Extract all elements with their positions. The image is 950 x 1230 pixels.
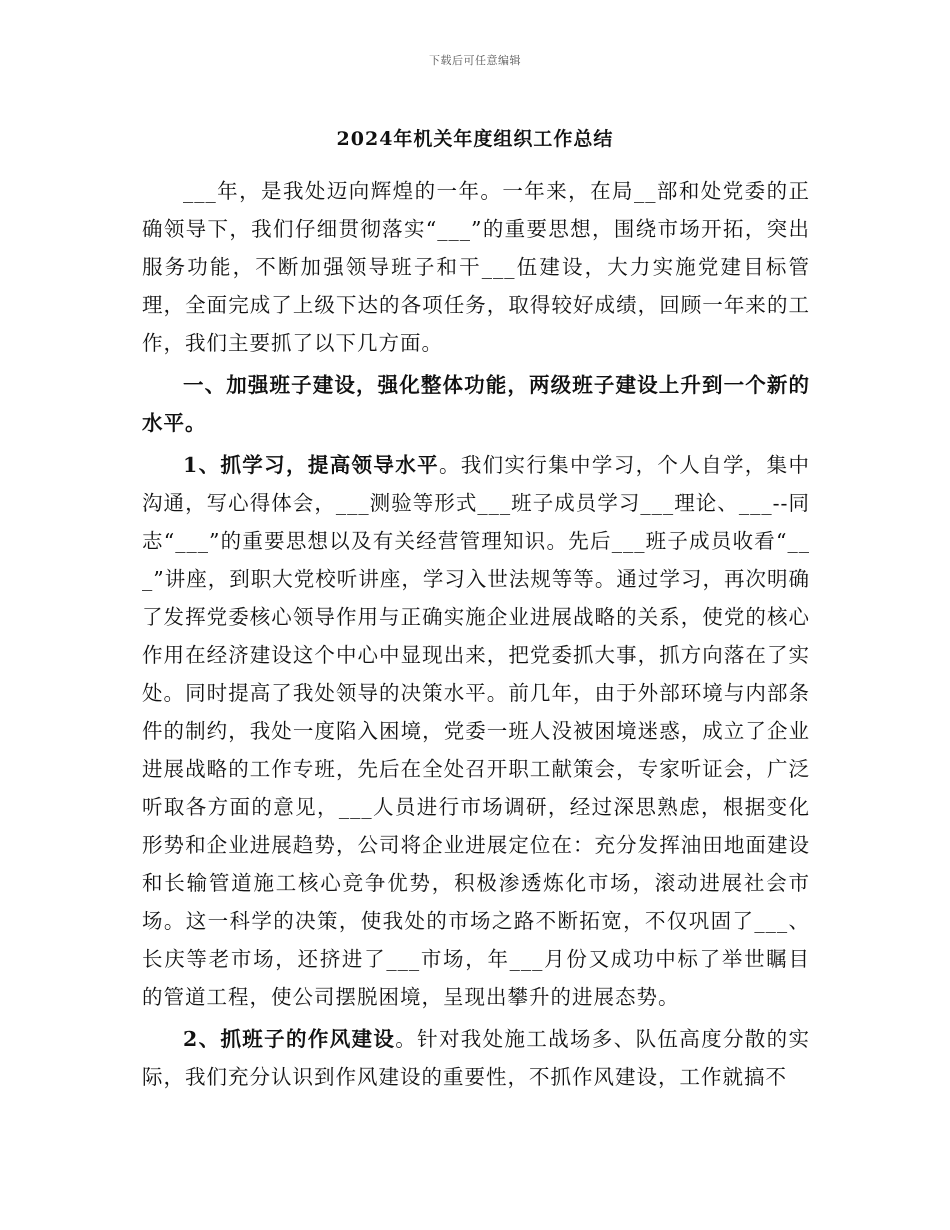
document-title: 2024年机关年度组织工作总结 xyxy=(336,128,614,150)
paragraph-study-lead: 1、抓学习，提高领导水平 xyxy=(183,453,439,477)
paragraph-style xyxy=(142,1020,810,1096)
page-header-note: 下载后可任意编辑 xyxy=(429,54,521,67)
paragraph-style-lead: 2、抓班子的作风建设 xyxy=(183,1027,396,1051)
section-heading-1: 一、加强班子建设，强化整体功能，两级班子建设上升到一个新的水平。 xyxy=(142,373,810,435)
intro-paragraph: ___年，是我处迈向辉煌的一年。一年来，在局__部和处党委的正确领导下，我们仔细贯彻落实“___”的重要思想，围绕市场开拓，突出服务功能，不断加强领导班子和干___伍建设，大力实施党建目标管理，全面完成了上级下达的各项任务，取得较好成绩，回顾一年来的工作，我们主要抓了以下几方面。 xyxy=(142,179,810,355)
paragraph-study xyxy=(142,446,810,1016)
paragraph-style-body: 。针对我处施工战场多、队伍高度分散的实际，我们充分认识到作风建设的重要性，不抓作风建设，工作就搞不 xyxy=(142,1027,811,1089)
document-body xyxy=(142,172,810,1096)
paragraph-study-body: 。我们实行集中学习，个人自学，集中沟通，写心得体会，___测验等形式___班子成员学习___理论、___--同志“___”的重要思想以及有关经营管理知识。先后___班子成员收看“___”讲座，到职大党校听讲座，学习入世法规等等。通过学习，再次明确了发挥党委核心领导作用与正确实施企业进展战略的关系，使党的核心作用在经济建设这个中心中显现出来，把党委抓大事，抓方向落在了实处。同时提高了我处领导的决策水平。前几年，由于外部环境与内部条件的制约，我处一度陷入困境，党委一班人没被困境迷惑，成立了企业进展战略的工作专班，先后在全处召开职工献策会，专家听证会，广泛听取各方面的意见，___人员进行市场调研，经过深思熟虑，根据变化形势和企业进展趋势，公司将企业进展定位在：充分发挥油田地面建设和长输管道施工核心竞争优势，积极渗透炼化市场，滚动进展社会市场。这一科学的决策，使我处的市场之路不断拓宽，不仅巩固了___、长庆等老市场，还挤进了___市场，年___月份又成功中标了举世瞩目的管道工程，使公司摆脱困境，呈现出攀升的进展态势。 xyxy=(142,453,810,1009)
